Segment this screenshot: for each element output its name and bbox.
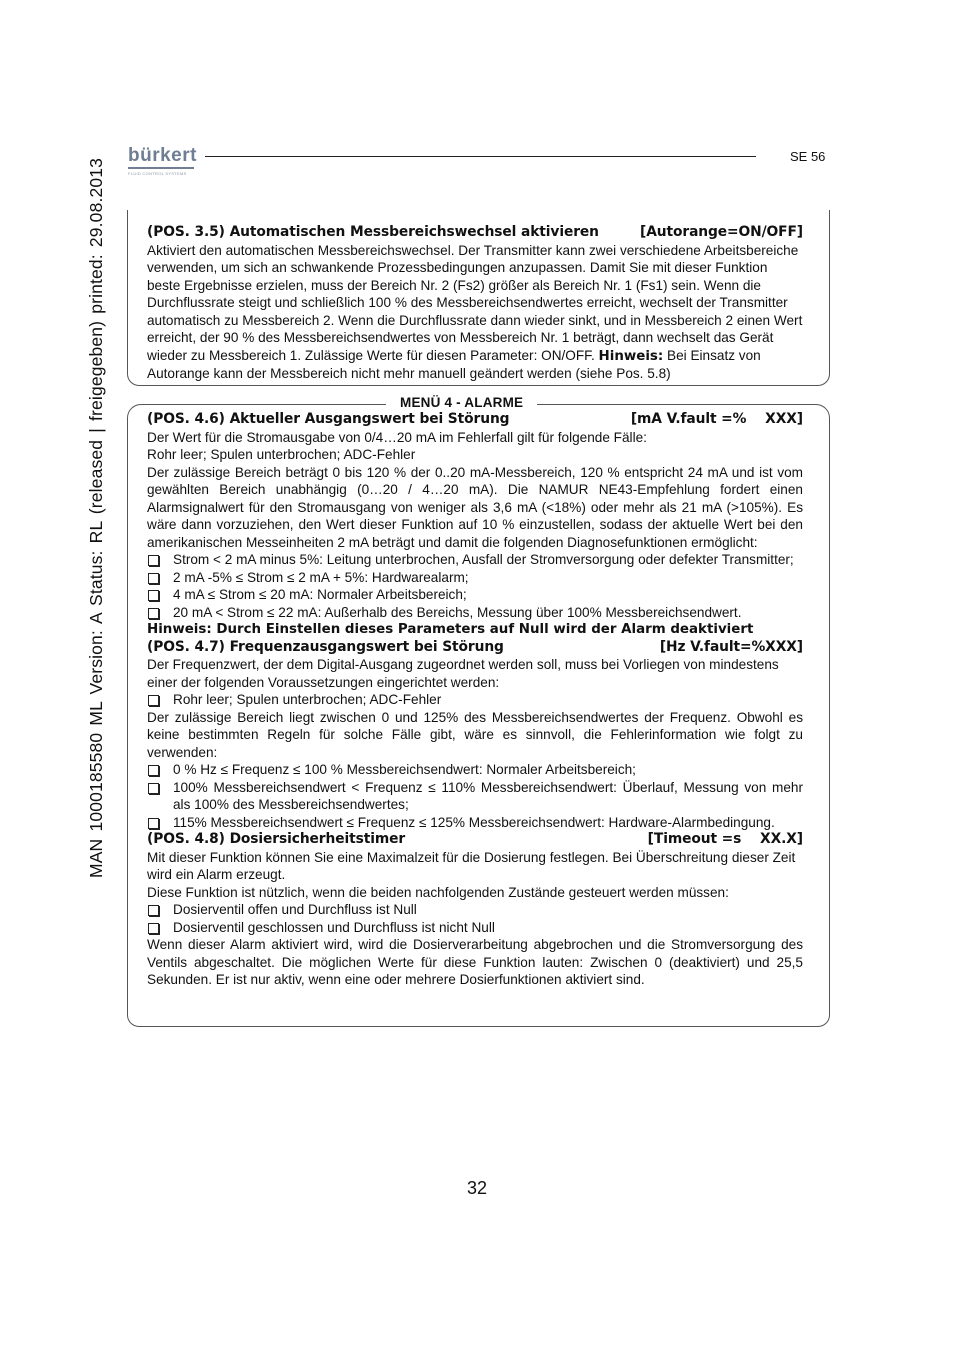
pos46-bullet-4: 20 mA < Strom ≤ 22 mA: Außerhalb des Bereichs, Messung über 100% Messbereichsendwert.	[173, 604, 742, 620]
pos35-heading	[147, 224, 803, 242]
list-item	[147, 761, 803, 779]
logo-tagline: FLUID CONTROL SYSTEMS	[128, 171, 187, 176]
pos46-title: (POS. 4.6) Aktueller Ausgangswert bei Störung	[147, 411, 510, 427]
pos48-text: Diese Funktion ist nützlich, wenn die beiden nachfolgenden Zustände gesteuert werden müssen:	[147, 884, 729, 900]
pos47-bullet-1: 0 % Hz ≤ Frequenz ≤ 100 % Messbereichsendwert: Normaler Arbeitsbereich;	[173, 762, 636, 777]
logo-wordmark: bürkert	[128, 145, 197, 166]
pos48-bullet-1: Dosierventil offen und Durchfluss ist Null	[173, 902, 417, 917]
list-item	[147, 901, 803, 919]
side-print-stamp-text: MAN 1000185580 ML Version: A Status: RL (released | freigegeben) printed: 29.08.2013	[86, 158, 106, 878]
list-item	[147, 779, 803, 814]
pos48-heading	[147, 831, 803, 849]
pos35-text	[147, 242, 803, 383]
checkbox-square-icon	[148, 695, 159, 706]
checkbox-square-icon	[148, 905, 159, 916]
pos47-bullet-0: Rohr leer; Spulen unterbrochen; ADC-Fehler	[173, 692, 442, 707]
header-rule	[205, 156, 756, 157]
logo-bar	[128, 167, 194, 169]
pos48-outro: Wenn dieser Alarm aktiviert wird, wird die Dosierverarbeitung abgebrochen und die Stromversorgung des Ventils abgeschaltet. Die möglichen Werte für diese Funktion lauten: Zwischen 0 (deaktiviert) und 25,5 Sekunden. Er ist nur aktiv, wenn eine oder mehrere Dosierfunktionen aktiviert sind.	[147, 937, 803, 987]
checkbox-square-icon	[148, 555, 159, 566]
list-item	[147, 586, 803, 604]
list-item	[147, 604, 803, 622]
pos35-note-label: Hinweis:	[598, 348, 664, 364]
pos47-heading	[147, 639, 803, 657]
checkbox-square-icon	[148, 608, 159, 619]
list-item	[147, 691, 803, 709]
pos47-text: Der zulässige Bereich liegt zwischen 0 und 125% des Messbereichsendwertes der Frequenz. Obwohl es keine bestimmten Regeln für solche Fälle gibt, wäre es sinnvoll, die Fehlerinformation wie folgt zu verwenden:	[147, 709, 803, 760]
checkbox-square-icon	[148, 765, 159, 776]
pos46-bullet-3: 4 mA ≤ Strom ≤ 20 mA: Normaler Arbeitsbereich;	[173, 587, 467, 602]
pos35-note-text: Bei Einsatz von Autorange kann der Messbereich nicht mehr manuell geändert werden (siehe Pos. 5.8)	[147, 347, 761, 381]
section-pos35	[147, 224, 803, 383]
checkbox-square-icon	[148, 818, 159, 829]
pos47-bullet-2: 100% Messbereichsendwert < Frequenz ≤ 110% Messbereichsendwert: Überlauf, Messung von mehr als 100% des Messbereichsendwertes;	[173, 779, 803, 812]
doc-code: SE 56	[790, 149, 826, 164]
pos46-bullet-1: Strom < 2 mA minus 5%: Leitung unterbrochen, Ausfall der Stromversorgung oder defekter Transmitter;	[173, 552, 794, 567]
list-item	[147, 569, 803, 587]
pos48-param: [Timeout =s XX.X]	[647, 831, 803, 847]
pos35-title: (POS. 3.5) Automatischen Messbereichswechsel aktivieren	[147, 224, 599, 240]
pos46-note: Hinweis: Durch Einstellen dieses Parameters auf Null wird der Alarm deaktiviert	[147, 622, 754, 637]
pos47-bullet-3: 115% Messbereichsendwert ≤ Frequenz ≤ 125% Messbereichsendwert: Hardware-Alarmbedingung.	[173, 814, 775, 830]
side-print-stamp	[86, 158, 106, 878]
pos46-text: Der zulässige Bereich beträgt 0 bis 120 % der 0..20 mA-Messbereich, 120 % entspricht 24 mA und ist vom gewählten Bereich unabhängig (0…20 / 4…20 mA). Die NAMUR NE43-Empfehlung fordert einen Alarmsignalwert für den Stromausgang von weniger als 3,6 mA (<18%) oder mehr als 21 mA (>105%). Es wäre dann vorzuziehen, den Wert dieser Funktion auf 10 % einzustellen, sodass der aktuelle Wert bei den amerikanischen Messeinheiten 2 mA beträgt und damit die folgenden Diagnosefunktionen ermöglicht:	[147, 464, 803, 550]
pos35-param: [Autorange=ON/OFF]	[639, 224, 803, 240]
pos48-intro: Mit dieser Funktion können Sie eine Maximalzeit für die Dosierung festlegen. Bei Überschreitung dieser Zeit wird ein Alarm erzeugt.	[147, 849, 796, 882]
pos35-body: Aktiviert den automatischen Messbereichswechsel. Der Transmitter kann zwei verschiedene Arbeitsbereiche verwenden, um sich an schwankende Prozessbedingungen anzupassen. Damit Sie mit dieser Funktion beste Ergebnisse erzielen, muss der Bereich Nr. 2 (Fs2) größer als Bereich Nr. 1 (Fs1) sein. Wenn die Durchflussrate steigt und schließlich 100 % des Messbereichsendwertes erreicht, wechselt der Transmitter automatisch zu Messbereich 2. Wenn die Durchflussrate dann wieder sinkt, und in Messbereich 2 einen Wert erreicht, der 90 % des Messbereichsendwertes von Messbereich Nr. 1 beträgt, dann wechselt das Gerät wieder zu Messbereich 1. Zulässige Werte für diesen Parameter: ON/OFF.	[147, 242, 803, 363]
list-item	[147, 814, 803, 832]
list-item	[147, 919, 803, 937]
checkbox-square-icon	[148, 783, 159, 794]
pos46-bullet-2: 2 mA -5% ≤ Strom ≤ 2 mA + 5%: Hardwarealarm;	[173, 569, 469, 585]
checkbox-square-icon	[148, 573, 159, 584]
pos47-param: [Hz V.fault=%XXX]	[659, 638, 803, 655]
pos46-param: [mA V.fault =% XXX]	[630, 411, 803, 427]
burkert-logo	[128, 146, 196, 176]
page-number: 32	[466, 1178, 488, 1198]
checkbox-square-icon	[148, 590, 159, 601]
pos48-title: (POS. 4.8) Dosiersicherheitstimer	[147, 831, 406, 847]
pos47-title: (POS. 4.7) Frequenzausgangswert bei Störung	[147, 638, 504, 655]
pos48-bullet-2: Dosierventil geschlossen und Durchfluss ist nicht Null	[173, 919, 495, 935]
checkbox-square-icon	[148, 923, 159, 934]
pos46-intro: Der Wert für die Stromausgabe von 0/4…20 mA im Fehlerfall gilt für folgende Fälle:	[147, 429, 647, 445]
menu4-title: MENÜ 4 - ALARME	[386, 395, 537, 410]
pos46-heading	[147, 411, 803, 429]
pos47-intro: Der Frequenzwert, der dem Digital-Ausgang zugeordnet werden soll, muss bei Vorliegen von mindestens einer der folgenden Voraussetzungen eingerichtet werden:	[147, 657, 779, 690]
menu4-content	[147, 411, 803, 989]
pos46-cases: Rohr leer; Spulen unterbrochen; ADC-Fehler	[147, 447, 416, 462]
list-item	[147, 551, 803, 569]
